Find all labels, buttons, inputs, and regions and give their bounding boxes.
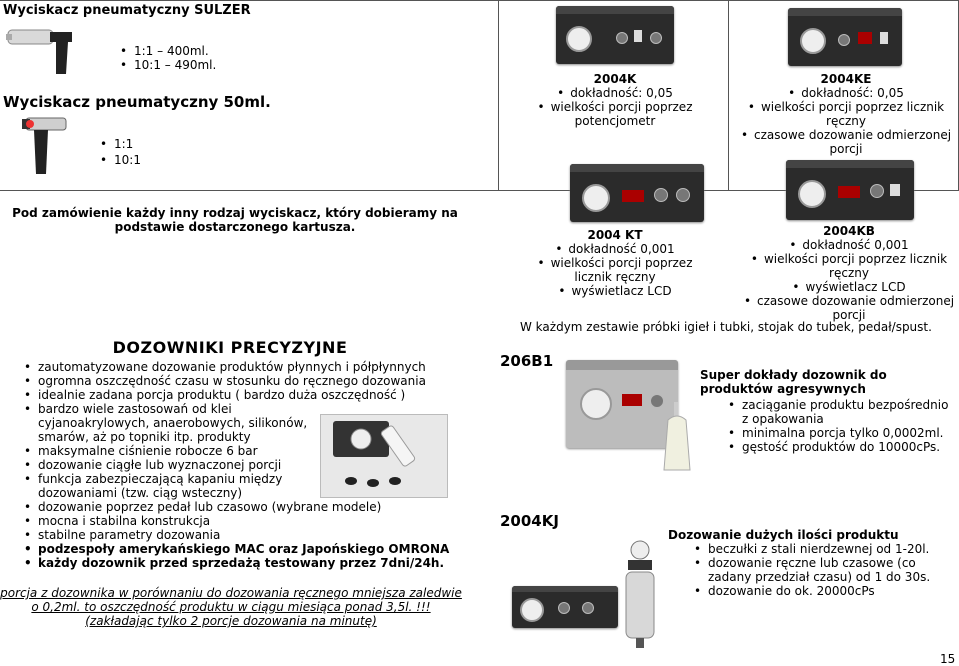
product-name: 2004KE [820, 72, 872, 86]
product-206b1-name: 206B1 [500, 352, 554, 370]
list-item: • wielkości porcji poprzez licznik ręczny [520, 256, 710, 284]
list-item: • dokładność: 0,05 [520, 86, 710, 100]
list-item: • minimalna porcja tylko 0,0002ml. [728, 426, 958, 440]
list-item: • maksymalne ciśnienie robocze 6 bar [24, 444, 462, 458]
list-item: • dozowanie poprzez pedał lub czasowo (wybrane modele) [24, 500, 462, 514]
gun50-list [100, 136, 141, 168]
list-item: • wielkości porcji poprzez potencjometr [520, 100, 710, 128]
page-number: 15 [940, 652, 956, 666]
product-name: 2004KB [823, 224, 875, 238]
grid-line [728, 0, 729, 190]
product-name: 2004K [593, 72, 637, 86]
product-name: 2004 KT [587, 228, 643, 242]
dispenser-gun-icon [6, 22, 76, 82]
product-2004kj-list [694, 542, 934, 598]
list-item: • zautomatyzowane dozowanie produktów płynnych i półpłynnych [24, 360, 462, 374]
list-item: • dokładność: 0,05 [738, 86, 954, 100]
list-item: • idealnie zadana porcja produktu ( bardzo duża oszczędność ) [24, 388, 462, 402]
list-item: • dokładność 0,001 [742, 238, 956, 252]
list-item: • dokładność 0,001 [520, 242, 710, 256]
syringe-icon [320, 414, 448, 498]
product-206b1-list [728, 398, 958, 454]
list-item: • podzespoły amerykańskiego MAC oraz Japońskiego OMRONA [24, 542, 462, 556]
list-item: • beczułki z stali nierdzewnej od 1-20l. [694, 542, 934, 556]
dispenser-device-icon [556, 6, 674, 64]
list-item: • zaciąganie produktu bezpośrednio z opakowania [728, 398, 958, 426]
product-2004ke [738, 72, 954, 156]
sulzer-title: Wyciskacz pneumatyczny SULZER [3, 3, 251, 18]
gun50-title: Wyciskacz pneumatyczny 50ml. [3, 93, 271, 111]
grid-line [498, 0, 499, 190]
list-item: • wyświetlacz LCD [520, 284, 710, 298]
sulzer-list [120, 44, 216, 72]
precision-title: DOZOWNIKI PRECYZYJNE [112, 338, 348, 357]
list-item: • 1:1 [100, 136, 141, 152]
list-item: • gęstość produktów do 10000cPs. [728, 440, 958, 454]
dispenser-device-icon [512, 586, 618, 628]
dispenser-device-icon [570, 164, 704, 222]
product-2004k [520, 72, 710, 128]
product-206b1-heading: Super dokłady dozownik do produktów agresywnych [700, 368, 887, 396]
list-item: • wyświetlacz LCD [742, 280, 956, 294]
product-2004kj-name: 2004KJ [500, 512, 559, 530]
grid-line [0, 0, 959, 1]
list-item: • 1:1 – 400ml. [120, 44, 216, 58]
kit-note: W każdym zestawie próbki igieł i tubki, stojak do tubek, pedał/spust. [520, 320, 932, 334]
dispenser-gun-icon [20, 112, 70, 182]
list-item: • stabilne parametry dozowania [24, 528, 462, 542]
dispenser-device-icon [786, 160, 914, 220]
list-item: • 10:1 – 490ml. [120, 58, 216, 72]
list-item: • mocna i stabilna konstrukcja [24, 514, 462, 528]
list-item: • dozowanie ręczne lub czasowe (co zadany przedział czasu) od 1 do 30s. [694, 556, 934, 584]
list-item: • wielkości porcji poprzez licznik ręczny [738, 100, 954, 128]
bottle-icon [660, 402, 694, 472]
precision-footnote: porcja z dozownika w porównaniu do dozowania ręcznego mniejsza zaledwie o 0,2ml. to oszczędność produktu w ciągu miesiąca ponad 3,5l. !!! (zakładając tylko 2 porcje dozowania na minutę) [0, 586, 462, 628]
order-note: Pod zamówienie każdy inny rodzaj wyciskacz, który dobieramy na podstawie dostarczonego kartusza. [12, 206, 458, 234]
list-item: • bardzo wiele zastosowań od klei cyjanoakrylowych, anaerobowych, silikonów, smarów, aż po topniki itp. produkty [24, 402, 318, 444]
tank-icon [618, 538, 662, 650]
list-item: • dozowanie do ok. 20000cPs [694, 584, 934, 598]
product-2004kb [742, 224, 956, 322]
list-item: • dozowanie ciągłe lub wyznaczonej porcji [24, 458, 462, 472]
list-item: • czasowe dozowanie odmierzonej porcji [742, 294, 956, 322]
list-item: • ogromna oszczędność czasu w stosunku do ręcznego dozowania [24, 374, 462, 388]
dispenser-device-icon [788, 8, 902, 66]
list-item: • funkcja zabezpieczającą kapaniu między dozowaniami (tzw. ciąg wsteczny) [24, 472, 318, 500]
list-item: • 10:1 [100, 152, 141, 168]
product-2004kj-heading: Dozowanie dużych ilości produktu [668, 528, 899, 542]
product-2004kt [520, 228, 710, 298]
list-item: • wielkości porcji poprzez licznik ręczny [742, 252, 956, 280]
list-item: • każdy dozownik przed sprzedażą testowany przez 7dni/24h. [24, 556, 462, 570]
list-item: • czasowe dozowanie odmierzonej porcji [738, 128, 954, 156]
